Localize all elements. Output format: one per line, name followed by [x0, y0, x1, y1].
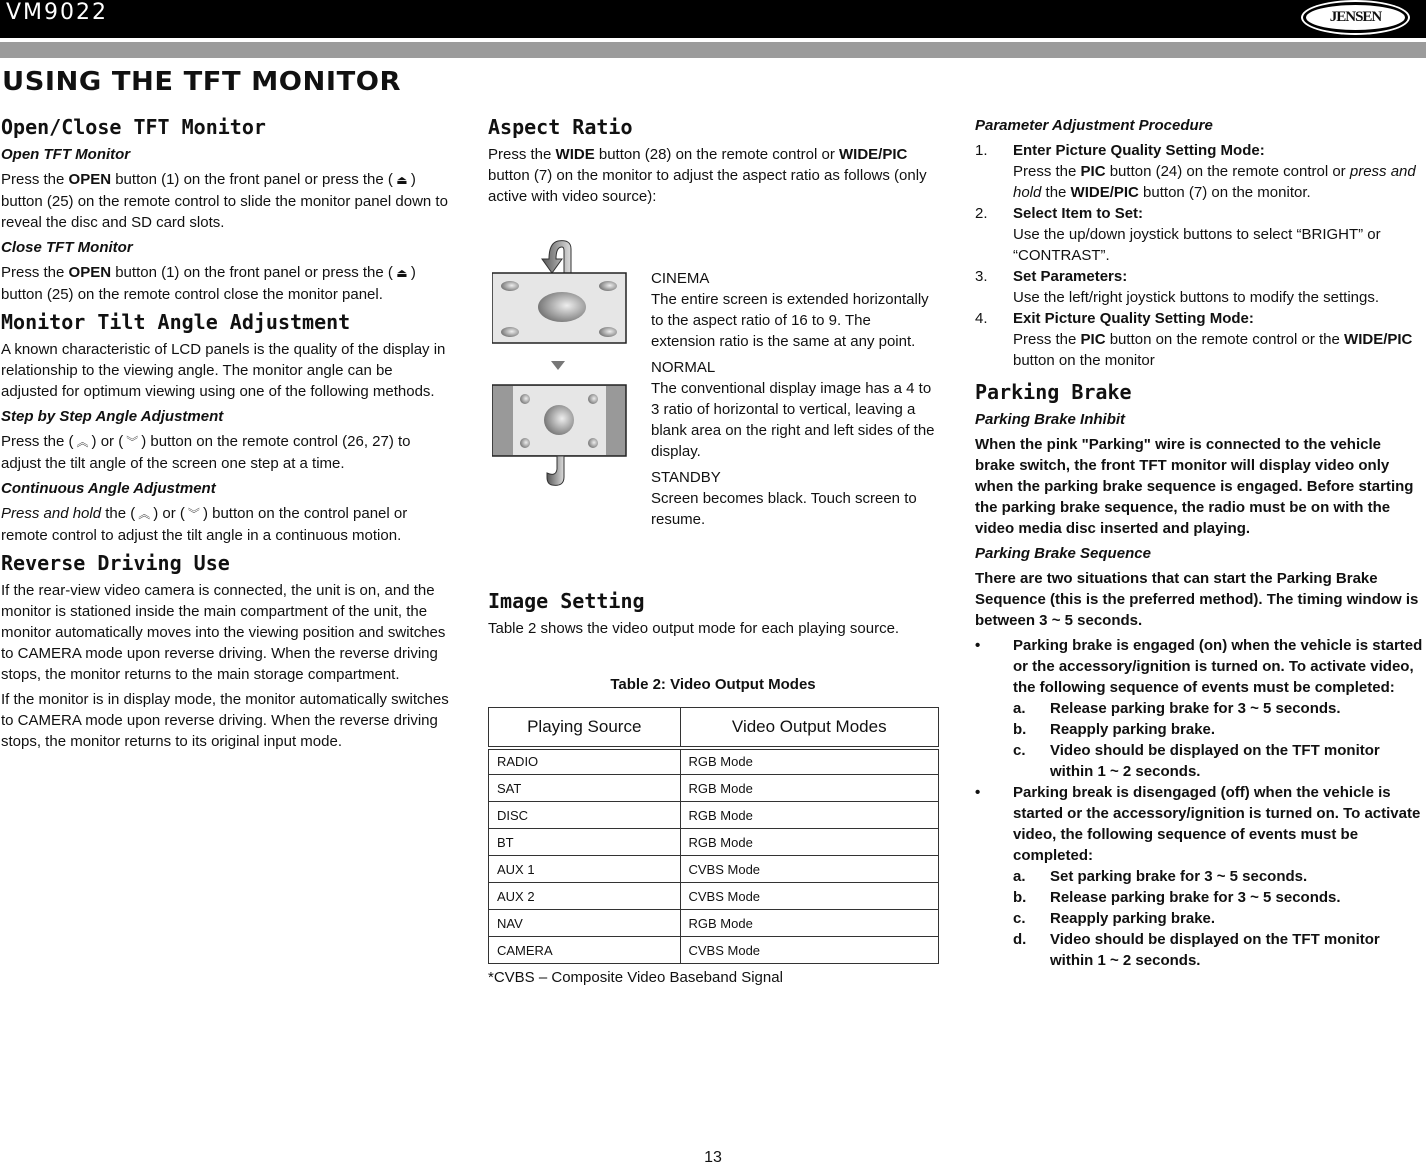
heading-parking-brake: Parking Brake — [975, 380, 1132, 404]
subheading-parameter: Parameter Adjustment Procedure — [975, 117, 1213, 134]
page-title: USING THE TFT MONITOR — [2, 67, 402, 97]
header-bar — [0, 0, 1426, 38]
cycle-arrow-bottom — [547, 456, 564, 485]
table-cell: RGB Mode — [680, 802, 939, 829]
sequence-paragraph: There are two situations that can start the Parking Brake Sequence (this is the preferred method). The timing window is between 3 ~ 5 seconds. — [975, 570, 1419, 629]
sub-step: d. Video should be displayed on the TFT monitor within 1 ~ 2 seconds. — [1013, 931, 1380, 969]
sub-step: a. Release parking brake for 3 ~ 5 seconds. — [1013, 700, 1341, 717]
table-row — [489, 856, 939, 883]
eject-icon: ⏏ — [396, 173, 408, 187]
table-cell: RADIO — [489, 748, 681, 775]
table-cell: NAV — [489, 910, 681, 937]
table-row — [489, 802, 939, 829]
video-output-table — [488, 707, 939, 964]
table-row — [489, 748, 939, 775]
eject-icon: ⏏ — [396, 266, 408, 280]
sub-step: b. Release parking brake for 3 ~ 5 seconds. — [1013, 889, 1341, 906]
middle-column — [488, 112, 933, 211]
mode-normal: NORMAL The conventional display image has a 4 to 3 ratio of horizontal to vertical, leaving a blank area on the right and left sides of the display. — [651, 359, 935, 460]
reverse-paragraph-1: If the rear-view video camera is connected, the unit is on, and the monitor is stationed inside the main compartment of the unit, the monitor automatically moves into the viewing position and switches to CAMERA mode upon reverse driving. When the reverse driving stops, the monitor returns to the main storage compartment. — [1, 582, 446, 683]
tilt-up-icon: ︽ — [138, 507, 151, 521]
close-paragraph: Press the OPEN button (1) on the front panel or press the ( ⏏ ) button (25) on the remote control close the monitor panel. — [1, 264, 416, 303]
sub-step: c. Video should be displayed on the TFT monitor within 1 ~ 2 seconds. — [1013, 742, 1380, 780]
mode-cinema: CINEMA The entire screen is extended horizontally to the aspect ratio of 16 to 9. The extension ratio is the same at any point. — [651, 270, 929, 350]
sequence-bullets — [975, 635, 1425, 971]
column-header: Playing Source — [489, 708, 681, 748]
table-cell: RGB Mode — [680, 748, 939, 775]
inhibit-paragraph: When the pink "Parking" wire is connected to the vehicle brake switch, the front TFT monitor will display video only when the parking brake sequence is engaged. Before starting the parking brake sequence, the radio must be on with the video media disc inserted and playing. — [975, 436, 1414, 537]
down-arrow-icon — [551, 361, 565, 370]
table-cell: AUX 1 — [489, 856, 681, 883]
column-header: Video Output Modes — [680, 708, 939, 748]
table-cell: SAT — [489, 775, 681, 802]
table-row — [489, 883, 939, 910]
step-item: 3. Set Parameters: Use the left/right joystick buttons to modify the settings. — [975, 268, 1380, 306]
table-cell: CAMERA — [489, 937, 681, 964]
image-setting-section — [488, 586, 908, 643]
subheading-inhibit: Parking Brake Inhibit — [975, 411, 1126, 428]
table-row — [489, 910, 939, 937]
step-paragraph: Press the ( ︽ ) or ( ︾ ) button on the remote control (26, 27) to adjust the tilt angle of the screen one step at a time. — [1, 433, 411, 472]
sub-step: c. Reapply parking brake. — [1013, 910, 1216, 927]
step-item: 4. Exit Picture Quality Setting Mode: Press the PIC button on the remote control or the WIDE/PIC button on the monitor — [975, 310, 1413, 369]
heading-open-close: Open/Close TFT Monitor — [1, 115, 266, 139]
heading-reverse: Reverse Driving Use — [1, 551, 230, 575]
step-item: 1. Enter Picture Quality Setting Mode: Press the PIC button (24) on the remote control or press and hold the WIDE/PIC button (7) on the monitor. — [975, 142, 1416, 201]
divider-bar — [0, 42, 1426, 58]
subheading-open: Open TFT Monitor — [1, 146, 131, 163]
aspect-ratio-diagram — [492, 237, 627, 489]
subheading-continuous: Continuous Angle Adjustment — [1, 480, 216, 497]
cycle-arrow-top — [542, 241, 571, 273]
tilt-down-icon: ︾ — [126, 435, 139, 449]
tilt-up-icon: ︽ — [76, 435, 89, 449]
table-caption: Table 2: Video Output Modes — [610, 676, 816, 693]
page-number: 13 — [704, 1149, 722, 1166]
mode-standby: STANDBY Screen becomes black. Touch screen to resume. — [651, 469, 917, 528]
heading-aspect: Aspect Ratio — [488, 115, 633, 139]
table-row — [489, 937, 939, 964]
parameter-steps — [975, 140, 1425, 371]
table-cell: DISC — [489, 802, 681, 829]
model-name: VM9022 — [6, 0, 109, 25]
table-cell: RGB Mode — [680, 910, 939, 937]
image-setting-paragraph: Table 2 shows the video output mode for each playing source. — [488, 620, 900, 637]
right-column — [975, 112, 1425, 971]
step-item: 2. Select Item to Set: Use the up/down joystick buttons to select “BRIGHT” or “CONTRAST”. — [975, 205, 1381, 264]
aspect-mode-list — [651, 268, 936, 535]
heading-image-setting: Image Setting — [488, 589, 645, 613]
subheading-step: Step by Step Angle Adjustment — [1, 408, 224, 425]
open-paragraph: Press the OPEN button (1) on the front panel or press the ( ⏏ ) button (25) on the remote control to slide the monitor panel down to reveal the disc and SD card slots. — [1, 171, 448, 231]
logo-text: JENSEN — [1329, 9, 1382, 25]
table-row — [489, 829, 939, 856]
bullet-item: • Parking break is disengaged (off) when the vehicle is started or the accessory/ignition is turned on. To activate video, the following sequence of events must be completed: a. Set parking brake for 3 ~ 5 seconds. b. Release parking brake for 3 ~ 5 seconds. c. Reapply parking brake. d. Video should be displayed on the TFT monitor within 1 ~ 2 seconds. — [975, 782, 1425, 971]
reverse-paragraph-2: If the monitor is in display mode, the monitor automatically switches to CAMERA mode upon reverse driving. When the reverse driving stops, the monitor returns to its original input mode. — [1, 691, 449, 750]
table-row — [489, 775, 939, 802]
tilt-paragraph: A known characteristic of LCD panels is the quality of the display in relationship to the viewing angle. The monitor angle can be adjusted for optimum viewing using one of the following methods. — [1, 341, 446, 400]
table-footnote: *CVBS – Composite Video Baseband Signal — [488, 969, 783, 986]
heading-tilt: Monitor Tilt Angle Adjustment — [1, 310, 351, 334]
table-cell: CVBS Mode — [680, 937, 939, 964]
bullet-item: • Parking brake is engaged (on) when the vehicle is started or the accessory/ignition is turned on. To activate video, the following sequence of events must be completed: a. Release parking brake for 3 ~ 5 seconds. b. Reapply parking brake. c. Video should be displayed on the TFT monitor within 1 ~ 2 seconds. — [975, 635, 1425, 782]
table-cell: RGB Mode — [680, 775, 939, 802]
table-cell: BT — [489, 829, 681, 856]
aspect-paragraph: Press the WIDE button (28) on the remote control or WIDE/PIC button (7) on the monitor to adjust the aspect ratio as follows (only active with video source): — [488, 146, 927, 205]
sub-step: a. Set parking brake for 3 ~ 5 seconds. — [1013, 868, 1308, 885]
tilt-down-icon: ︾ — [187, 507, 200, 521]
table-cell: CVBS Mode — [680, 856, 939, 883]
table-cell: RGB Mode — [680, 829, 939, 856]
left-column — [1, 112, 449, 756]
jensen-logo — [1303, 2, 1408, 33]
table-cell: AUX 2 — [489, 883, 681, 910]
continuous-paragraph: Press and hold the ( ︽ ) or ( ︾ ) button on the control panel or remote control to adjust the tilt angle in a continuous motion. — [1, 505, 408, 544]
sub-step: b. Reapply parking brake. — [1013, 721, 1216, 738]
subheading-close: Close TFT Monitor — [1, 239, 133, 256]
subheading-sequence: Parking Brake Sequence — [975, 545, 1151, 562]
table-cell: CVBS Mode — [680, 883, 939, 910]
